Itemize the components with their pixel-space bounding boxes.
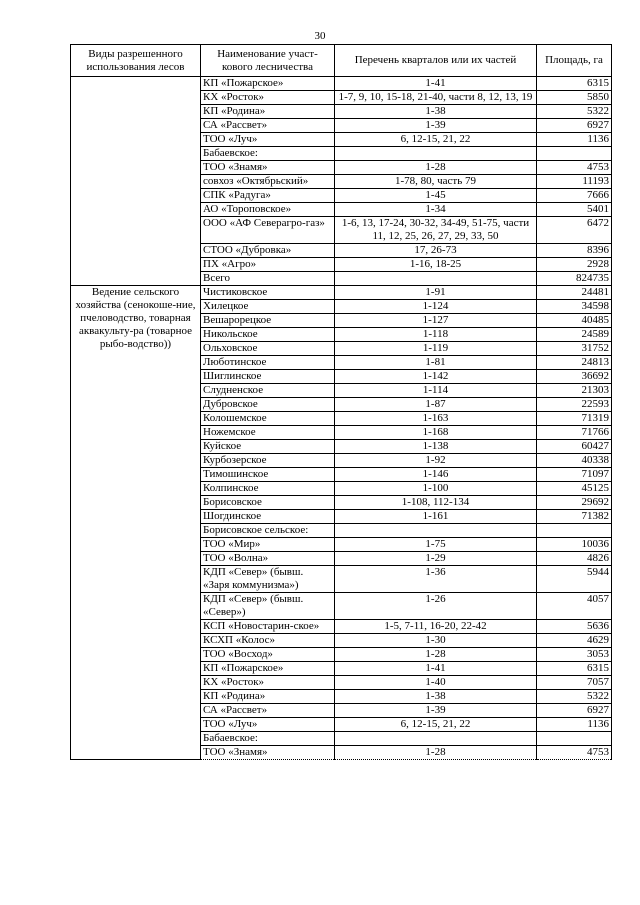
area-cell: 5636 — [537, 620, 612, 634]
area-cell: 24481 — [537, 286, 612, 300]
table-row — [71, 77, 612, 91]
area-cell — [537, 732, 612, 746]
quarters-cell: 1-87 — [335, 398, 537, 412]
quarters-cell: 1-114 — [335, 384, 537, 398]
area-cell: 29692 — [537, 496, 612, 510]
quarters-cell: 1-168 — [335, 426, 537, 440]
area-cell: 40338 — [537, 454, 612, 468]
area-cell: 2928 — [537, 258, 612, 272]
quarters-cell: 1-38 — [335, 105, 537, 119]
area-cell: 45125 — [537, 482, 612, 496]
forestry-name-cell: совхоз «Октябрьский» — [201, 175, 335, 189]
forestry-name-cell: АО «Тороповское» — [201, 203, 335, 217]
forestry-name-cell: Дубровское — [201, 398, 335, 412]
forestry-name-cell: ТОО «Знамя» — [201, 746, 335, 760]
area-cell: 60427 — [537, 440, 612, 454]
quarters-cell: 1-124 — [335, 300, 537, 314]
quarters-cell: 1-92 — [335, 454, 537, 468]
table-row — [71, 286, 612, 300]
forestry-name-cell: Слудненское — [201, 384, 335, 398]
area-cell: 31752 — [537, 342, 612, 356]
quarters-cell: 1-142 — [335, 370, 537, 384]
forestry-name-cell: Борисовское — [201, 496, 335, 510]
area-cell: 6315 — [537, 662, 612, 676]
forestry-name-cell: КДП «Север» (бывш. «Север») — [201, 593, 335, 620]
header-area: Площадь, га — [537, 45, 612, 77]
forestry-name-cell: ООО «АФ Северагро-газ» — [201, 217, 335, 244]
area-cell: 10036 — [537, 538, 612, 552]
forestry-name-cell: Люботинское — [201, 356, 335, 370]
forestry-name-cell: СА «Рассвет» — [201, 119, 335, 133]
area-cell: 1136 — [537, 133, 612, 147]
forest-use-table — [70, 44, 612, 760]
area-cell: 6472 — [537, 217, 612, 244]
use-type-cell: Ведение сельского хозяйства (сенокоше-ние, пчеловодство, товарная аквакульту-ра (товарное рыбо-водство)) — [71, 286, 201, 760]
header-quarters: Перечень кварталов или их частей — [335, 45, 537, 77]
area-cell: 11193 — [537, 175, 612, 189]
area-cell: 7666 — [537, 189, 612, 203]
table-body — [71, 77, 612, 760]
forestry-name-cell: СА «Рассвет» — [201, 704, 335, 718]
quarters-cell: 1-36 — [335, 566, 537, 593]
header-use: Виды разрешенного использования лесов — [71, 45, 201, 77]
quarters-cell: 1-118 — [335, 328, 537, 342]
area-cell: 6315 — [537, 77, 612, 91]
area-cell: 4753 — [537, 746, 612, 760]
area-cell: 71319 — [537, 412, 612, 426]
forestry-name-cell: КП «Пожарское» — [201, 662, 335, 676]
quarters-cell: 1-6, 13, 17-24, 30-32, 34-49, 51-75, части 11, 12, 25, 26, 27, 29, 33, 50 — [335, 217, 537, 244]
forestry-name-cell: Бабаевское: — [201, 732, 335, 746]
area-cell: 4057 — [537, 593, 612, 620]
forestry-name-cell: КП «Родина» — [201, 690, 335, 704]
forestry-name-cell: Вешарорецкое — [201, 314, 335, 328]
forestry-name-cell: КСП «Новостарин-ское» — [201, 620, 335, 634]
area-cell: 6927 — [537, 119, 612, 133]
forestry-name-cell: ТОО «Восход» — [201, 648, 335, 662]
area-cell — [537, 147, 612, 161]
quarters-cell: 1-38 — [335, 690, 537, 704]
area-cell: 4753 — [537, 161, 612, 175]
quarters-cell — [335, 147, 537, 161]
quarters-cell: 1-78, 80, часть 79 — [335, 175, 537, 189]
quarters-cell: 6, 12-15, 21, 22 — [335, 718, 537, 732]
quarters-cell: 1-146 — [335, 468, 537, 482]
area-cell: 4826 — [537, 552, 612, 566]
area-cell: 8396 — [537, 244, 612, 258]
forestry-name-cell: КХ «Росток» — [201, 676, 335, 690]
area-cell — [537, 524, 612, 538]
forestry-name-cell: Колпинское — [201, 482, 335, 496]
forestry-name-cell: ПХ «Агро» — [201, 258, 335, 272]
quarters-cell: 1-7, 9, 10, 15-18, 21-40, части 8, 12, 13, 19 — [335, 91, 537, 105]
quarters-cell: 1-28 — [335, 746, 537, 760]
forestry-name-cell: КП «Родина» — [201, 105, 335, 119]
area-cell: 7057 — [537, 676, 612, 690]
area-cell: 36692 — [537, 370, 612, 384]
area-cell: 5322 — [537, 105, 612, 119]
forestry-name-cell: Ольховское — [201, 342, 335, 356]
area-cell: 4629 — [537, 634, 612, 648]
area-cell: 1136 — [537, 718, 612, 732]
forestry-name-cell: ТОО «Знамя» — [201, 161, 335, 175]
area-cell: 5401 — [537, 203, 612, 217]
quarters-cell: 1-41 — [335, 77, 537, 91]
area-cell: 824735 — [537, 272, 612, 286]
area-cell: 71097 — [537, 468, 612, 482]
quarters-cell: 6, 12-15, 21, 22 — [335, 133, 537, 147]
quarters-cell: 1-28 — [335, 648, 537, 662]
forestry-name-cell: СТОО «Дубровка» — [201, 244, 335, 258]
area-cell: 3053 — [537, 648, 612, 662]
forestry-name-cell: ТОО «Луч» — [201, 718, 335, 732]
area-cell: 21303 — [537, 384, 612, 398]
area-cell: 40485 — [537, 314, 612, 328]
forestry-name-cell: Ножемское — [201, 426, 335, 440]
forestry-name-cell: СПК «Радуга» — [201, 189, 335, 203]
area-cell: 5322 — [537, 690, 612, 704]
forestry-name-cell: КХ «Росток» — [201, 91, 335, 105]
quarters-cell — [335, 524, 537, 538]
quarters-cell: 1-81 — [335, 356, 537, 370]
forestry-name-cell: ТОО «Мир» — [201, 538, 335, 552]
forestry-name-cell: Колошемское — [201, 412, 335, 426]
area-cell: 22593 — [537, 398, 612, 412]
quarters-cell: 1-30 — [335, 634, 537, 648]
forestry-name-cell: Борисовское сельское: — [201, 524, 335, 538]
quarters-cell: 1-34 — [335, 203, 537, 217]
quarters-cell: 1-28 — [335, 161, 537, 175]
forestry-name-cell: Шогдинское — [201, 510, 335, 524]
quarters-cell: 17, 26-73 — [335, 244, 537, 258]
area-cell: 34598 — [537, 300, 612, 314]
quarters-cell: 1-127 — [335, 314, 537, 328]
forestry-name-cell: КСХП «Колос» — [201, 634, 335, 648]
quarters-cell: 1-91 — [335, 286, 537, 300]
forestry-name-cell: Курбозерское — [201, 454, 335, 468]
forestry-name-cell: ТОО «Луч» — [201, 133, 335, 147]
quarters-cell: 1-5, 7-11, 16-20, 22-42 — [335, 620, 537, 634]
quarters-cell: 1-39 — [335, 119, 537, 133]
quarters-cell: 1-100 — [335, 482, 537, 496]
use-cell-empty — [71, 77, 201, 286]
quarters-cell: 1-29 — [335, 552, 537, 566]
forestry-name-cell: Бабаевское: — [201, 147, 335, 161]
forestry-name-cell: Никольское — [201, 328, 335, 342]
area-cell: 24589 — [537, 328, 612, 342]
forestry-name-cell: КДП «Север» (бывш. «Заря коммунизма») — [201, 566, 335, 593]
quarters-cell: 1-26 — [335, 593, 537, 620]
forestry-name-cell: Куйское — [201, 440, 335, 454]
quarters-cell: 1-163 — [335, 412, 537, 426]
area-cell: 5944 — [537, 566, 612, 593]
quarters-cell — [335, 272, 537, 286]
quarters-cell: 1-39 — [335, 704, 537, 718]
table-header-row — [71, 45, 612, 77]
quarters-cell — [335, 732, 537, 746]
forestry-name-cell: Тимошинское — [201, 468, 335, 482]
forestry-name-cell: Хилецкое — [201, 300, 335, 314]
forestry-name-cell: Шиглинское — [201, 370, 335, 384]
header-forestry: Наименование участ-кового лесничества — [201, 45, 335, 77]
quarters-cell: 1-108, 112-134 — [335, 496, 537, 510]
quarters-cell: 1-161 — [335, 510, 537, 524]
quarters-cell: 1-119 — [335, 342, 537, 356]
quarters-cell: 1-41 — [335, 662, 537, 676]
quarters-cell: 1-45 — [335, 189, 537, 203]
quarters-cell: 1-75 — [335, 538, 537, 552]
page-number: 30 — [314, 30, 326, 42]
area-cell: 71382 — [537, 510, 612, 524]
quarters-cell: 1-16, 18-25 — [335, 258, 537, 272]
forestry-name-cell: Чистиковское — [201, 286, 335, 300]
quarters-cell: 1-40 — [335, 676, 537, 690]
quarters-cell: 1-138 — [335, 440, 537, 454]
area-cell: 5850 — [537, 91, 612, 105]
forestry-name-cell: Всего — [201, 272, 335, 286]
area-cell: 71766 — [537, 426, 612, 440]
forestry-name-cell: КП «Пожарское» — [201, 77, 335, 91]
area-cell: 6927 — [537, 704, 612, 718]
area-cell: 24813 — [537, 356, 612, 370]
forestry-name-cell: ТОО «Волна» — [201, 552, 335, 566]
